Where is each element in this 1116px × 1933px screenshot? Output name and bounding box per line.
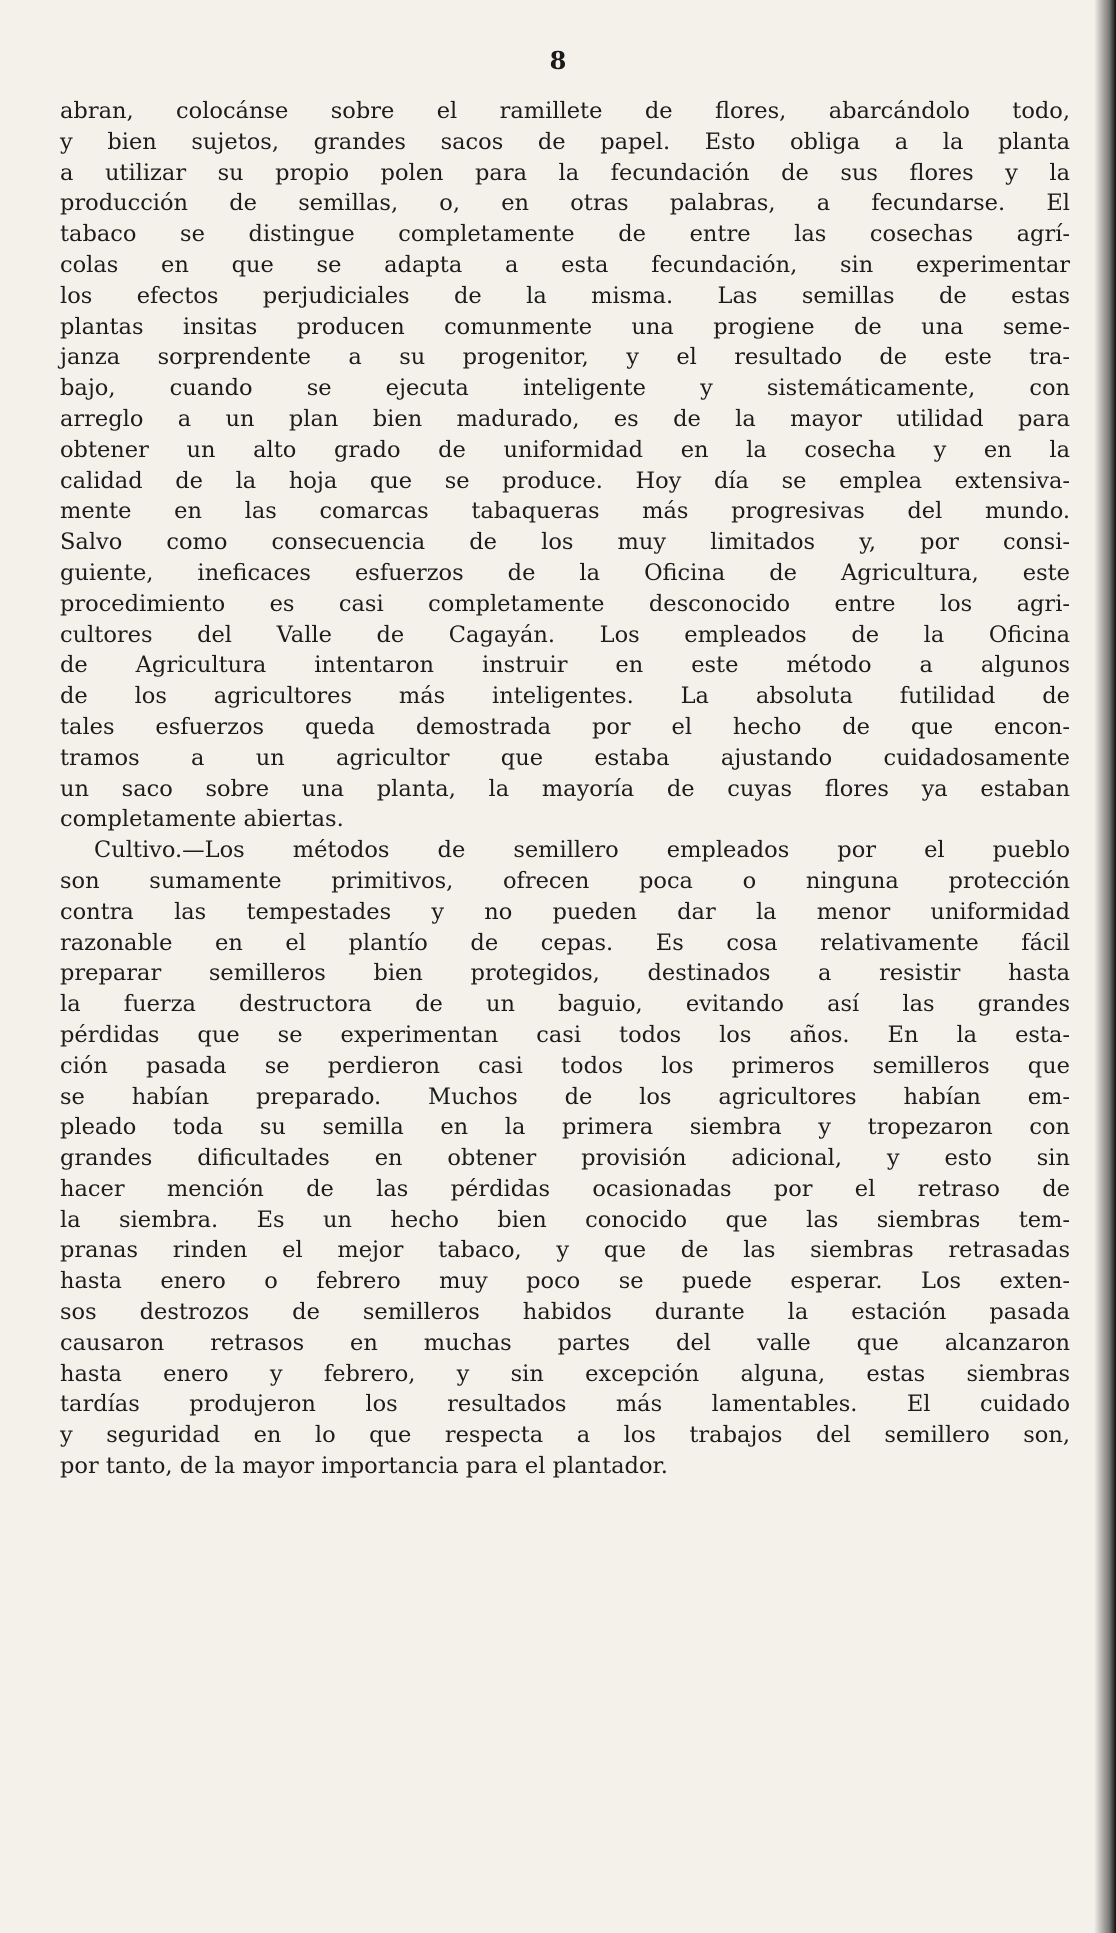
text-line: Cultivo.—Los métodos de semillero empleados por el pueblo	[94, 837, 1070, 864]
text-line: contra las tempestades y no pueden dar la menor uniformidad	[60, 898, 1070, 925]
text-line: arreglo a un plan bien madurado, es de la mayor utilidad para	[60, 405, 1070, 432]
page-number: 8	[549, 46, 567, 75]
text-line: tales esfuerzos queda demostrada por el hecho de que encon-	[60, 713, 1070, 740]
text-line: cultores del Valle de Cagayán. Los empleados de la Oficina	[60, 621, 1070, 648]
text-line: pranas rinden el mejor tabaco, y que de las siembras retrasadas	[60, 1237, 1070, 1264]
text-line: hasta enero y febrero, y sin excepción alguna, estas siembras	[60, 1360, 1070, 1387]
text-line: janza sorprendente a su progenitor, y el resultado de este tra-	[60, 344, 1070, 371]
text-line: abran, colocánse sobre el ramillete de flores, abarcándolo todo,	[60, 98, 1070, 124]
text-line: hacer mención de las pérdidas ocasionadas por el retraso de	[60, 1175, 1070, 1202]
text-line: los efectos perjudiciales de la misma. Las semillas de estas	[60, 282, 1070, 309]
text-line: causaron retrasos en muchas partes del valle que alcanzaron	[60, 1329, 1070, 1356]
text-line: la siembra. Es un hecho bien conocido que las siembras tem-	[60, 1206, 1070, 1233]
text-line: por tanto, de la mayor importancia para el plantador.	[60, 1453, 668, 1480]
text-line: colas en que se adapta a esta fecundación, sin experimentar	[60, 251, 1070, 278]
page-edge-shadow	[1094, 0, 1116, 1933]
text-line: tramos a un agricultor que estaba ajustando cuidadosamente	[60, 744, 1070, 771]
text-line: hasta enero o febrero muy poco se puede esperar. Los exten-	[60, 1268, 1070, 1295]
text-line: sos destrozos de semilleros habidos durante la estación pasada	[60, 1299, 1070, 1326]
text-line: tabaco se distingue completamente de entre las cosechas agrí-	[60, 221, 1070, 248]
text-line: y seguridad en lo que respecta a los trabajos del semillero son,	[60, 1422, 1070, 1449]
text-line: preparar semilleros bien protegidos, destinados a resistir hasta	[60, 960, 1070, 987]
text-line: se habían preparado. Muchos de los agricultores habían em-	[60, 1083, 1070, 1110]
text-line: razonable en el plantío de cepas. Es cosa relativamente fácil	[60, 929, 1070, 956]
text-line: a utilizar su propio polen para la fecundación de sus flores y la	[60, 159, 1070, 186]
text-line: de los agricultores más inteligentes. La absoluta futilidad de	[60, 683, 1070, 710]
text-line: completamente abiertas.	[60, 806, 344, 833]
text-line: bajo, cuando se ejecuta inteligente y sistemáticamente, con	[60, 375, 1070, 402]
text-line: calidad de la hoja que se produce. Hoy día se emplea extensiva-	[60, 467, 1070, 494]
text-line: de Agricultura intentaron instruir en este método a algunos	[60, 652, 1070, 679]
text-line: Salvo como consecuencia de los muy limitados y, por consi-	[60, 529, 1070, 556]
text-line: procedimiento es casi completamente desconocido entre los agri-	[60, 590, 1070, 617]
text-line: la fuerza destructora de un baguio, evitando así las grandes	[60, 991, 1070, 1018]
text-line: mente en las comarcas tabaqueras más progresivas del mundo.	[60, 498, 1070, 525]
text-line: plantas insitas producen comunmente una progiene de una seme-	[60, 313, 1070, 340]
text-line: producción de semillas, o, en otras palabras, a fecundarse. El	[60, 190, 1070, 217]
text-line: tardías produjeron los resultados más lamentables. El cuidado	[60, 1391, 1070, 1418]
text-line: son sumamente primitivos, ofrecen poca o ninguna protección	[60, 867, 1070, 894]
text-line: guiente, ineficaces esfuerzos de la Oficina de Agricultura, este	[60, 559, 1070, 586]
text-line: ción pasada se perdieron casi todos los primeros semilleros que	[60, 1052, 1070, 1079]
text-line: grandes dificultades en obtener provisión adicional, y esto sin	[60, 1145, 1070, 1172]
text-line: pérdidas que se experimentan casi todos los años. En la esta-	[60, 1021, 1070, 1048]
text-line: pleado toda su semilla en la primera siembra y tropezaron con	[60, 1114, 1070, 1141]
text-line: y bien sujetos, grandes sacos de papel. Esto obliga a la planta	[60, 128, 1070, 155]
text-line: obtener un alto grado de uniformidad en la cosecha y en la	[60, 436, 1070, 463]
text-line: un saco sobre una planta, la mayoría de cuyas flores ya estaban	[60, 775, 1070, 802]
body-text	[60, 96, 1070, 1482]
